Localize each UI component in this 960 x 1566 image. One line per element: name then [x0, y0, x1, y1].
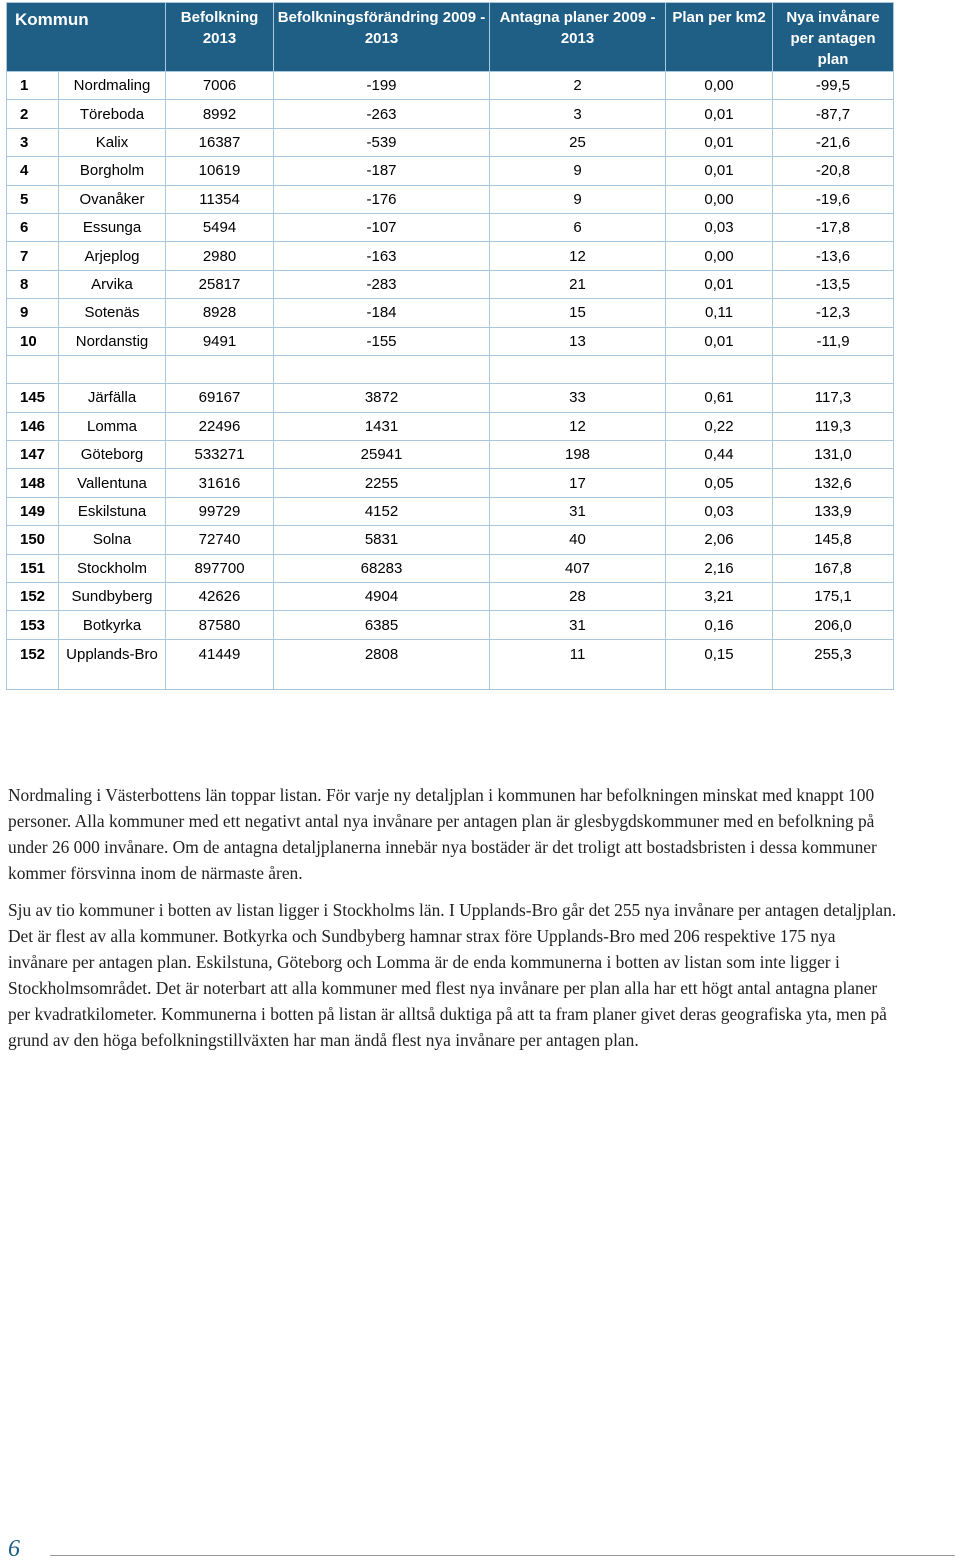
cell-change: -155 — [274, 327, 490, 355]
cell-new-per-plan: 133,9 — [773, 497, 894, 525]
cell-change: -187 — [274, 157, 490, 185]
table-row — [7, 526, 894, 554]
cell-plans: 31 — [490, 497, 666, 525]
paragraph-top-list: Nordmaling i Västerbottens län toppar listan. För varje ny detaljplan i kommunen har befolkningen minskat med knappt 100 personer. Alla kommuner med ett negativt antal nya invånare per antagen plan är glesbygdskommuner med en befolkning på under 26 000 invånare. Om de antagna detaljplanerna innebär nya bostäder är det troligt att bostadsbristen i dessa kommuner kommer försvinna inom de närmaste åren. — [8, 785, 877, 884]
cell-name: Järfälla — [59, 384, 166, 412]
municipality-table-container — [6, 2, 893, 690]
cell-new-per-plan: -13,5 — [773, 270, 894, 298]
empty-cell — [59, 355, 166, 383]
cell-plan-per-km2: 0,00 — [666, 72, 773, 100]
cell-name: Göteborg — [59, 441, 166, 469]
cell-new-per-plan: -19,6 — [773, 185, 894, 213]
cell-change: 2255 — [274, 469, 490, 497]
header-forandring: Befolkningsförändring 2009 - 2013 — [274, 3, 490, 72]
cell-plans: 15 — [490, 299, 666, 327]
table-row — [7, 412, 894, 440]
cell-new-per-plan: -12,3 — [773, 299, 894, 327]
cell-change: -107 — [274, 213, 490, 241]
cell-plan-per-km2: 0,01 — [666, 327, 773, 355]
cell-rank: 153 — [7, 611, 59, 639]
cell-plans: 12 — [490, 412, 666, 440]
table-row — [7, 72, 894, 100]
cell-plan-per-km2: 2,06 — [666, 526, 773, 554]
cell-change: -283 — [274, 270, 490, 298]
cell-plan-per-km2: 0,22 — [666, 412, 773, 440]
cell-plan-per-km2: 0,11 — [666, 299, 773, 327]
table-row — [7, 100, 894, 128]
cell-new-per-plan: 206,0 — [773, 611, 894, 639]
cell-name: Eskilstuna — [59, 497, 166, 525]
cell-rank: 6 — [7, 213, 59, 241]
cell-plan-per-km2: 2,16 — [666, 554, 773, 582]
table-row — [7, 469, 894, 497]
cell-name: Töreboda — [59, 100, 166, 128]
cell-plans: 40 — [490, 526, 666, 554]
cell-name: Nordmaling — [59, 72, 166, 100]
cell-new-per-plan: 167,8 — [773, 554, 894, 582]
table-row — [7, 639, 894, 689]
cell-rank: 149 — [7, 497, 59, 525]
cell-change: 2808 — [274, 639, 490, 689]
cell-plan-per-km2: 0,00 — [666, 242, 773, 270]
cell-rank: 9 — [7, 299, 59, 327]
cell-rank: 151 — [7, 554, 59, 582]
empty-cell — [666, 355, 773, 383]
cell-rank: 4 — [7, 157, 59, 185]
cell-population: 533271 — [166, 441, 274, 469]
cell-name: Sundbyberg — [59, 583, 166, 611]
cell-new-per-plan: -99,5 — [773, 72, 894, 100]
cell-change: 4904 — [274, 583, 490, 611]
cell-population: 99729 — [166, 497, 274, 525]
cell-rank: 147 — [7, 441, 59, 469]
cell-new-per-plan: 132,6 — [773, 469, 894, 497]
cell-population: 2980 — [166, 242, 274, 270]
cell-name: Sotenäs — [59, 299, 166, 327]
cell-population: 9491 — [166, 327, 274, 355]
table-row — [7, 128, 894, 156]
cell-plan-per-km2: 0,03 — [666, 497, 773, 525]
cell-name: Arjeplog — [59, 242, 166, 270]
cell-change: 4152 — [274, 497, 490, 525]
cell-rank: 148 — [7, 469, 59, 497]
cell-plan-per-km2: 0,00 — [666, 185, 773, 213]
cell-population: 11354 — [166, 185, 274, 213]
cell-change: 3872 — [274, 384, 490, 412]
cell-rank: 2 — [7, 100, 59, 128]
cell-name: Borgholm — [59, 157, 166, 185]
table-row — [7, 441, 894, 469]
cell-new-per-plan: 255,3 — [773, 639, 894, 689]
cell-change: -539 — [274, 128, 490, 156]
cell-name: Kalix — [59, 128, 166, 156]
cell-population: 16387 — [166, 128, 274, 156]
table-row — [7, 384, 894, 412]
empty-cell — [773, 355, 894, 383]
cell-plan-per-km2: 0,44 — [666, 441, 773, 469]
table-row — [7, 327, 894, 355]
cell-rank: 8 — [7, 270, 59, 298]
cell-plans: 407 — [490, 554, 666, 582]
cell-plan-per-km2: 0,01 — [666, 270, 773, 298]
cell-change: -199 — [274, 72, 490, 100]
table-row — [7, 185, 894, 213]
cell-new-per-plan: 175,1 — [773, 583, 894, 611]
table-row — [7, 611, 894, 639]
cell-population: 897700 — [166, 554, 274, 582]
cell-change: -176 — [274, 185, 490, 213]
cell-rank: 5 — [7, 185, 59, 213]
cell-new-per-plan: 117,3 — [773, 384, 894, 412]
cell-name: Botkyrka — [59, 611, 166, 639]
cell-new-per-plan: -11,9 — [773, 327, 894, 355]
cell-new-per-plan: 145,8 — [773, 526, 894, 554]
header-plan-km2: Plan per km2 — [666, 3, 773, 72]
cell-name: Stockholm — [59, 554, 166, 582]
table-row — [7, 270, 894, 298]
table-row — [7, 583, 894, 611]
cell-population: 87580 — [166, 611, 274, 639]
empty-cell — [7, 355, 59, 383]
cell-rank: 146 — [7, 412, 59, 440]
cell-plan-per-km2: 0,05 — [666, 469, 773, 497]
header-nya: Nya invånare per antagen plan — [773, 3, 894, 72]
cell-population: 10619 — [166, 157, 274, 185]
cell-change: 1431 — [274, 412, 490, 440]
cell-name: Nordanstig — [59, 327, 166, 355]
cell-plans: 31 — [490, 611, 666, 639]
cell-population: 41449 — [166, 639, 274, 689]
cell-plans: 11 — [490, 639, 666, 689]
cell-population: 69167 — [166, 384, 274, 412]
cell-rank: 1 — [7, 72, 59, 100]
cell-rank: 10 — [7, 327, 59, 355]
cell-change: -184 — [274, 299, 490, 327]
cell-plans: 2 — [490, 72, 666, 100]
cell-plan-per-km2: 0,03 — [666, 213, 773, 241]
cell-new-per-plan: 119,3 — [773, 412, 894, 440]
cell-plan-per-km2: 0,15 — [666, 639, 773, 689]
cell-population: 7006 — [166, 72, 274, 100]
cell-population: 8928 — [166, 299, 274, 327]
footer-divider — [50, 1555, 955, 1556]
cell-plans: 21 — [490, 270, 666, 298]
cell-population: 5494 — [166, 213, 274, 241]
cell-plans: 25 — [490, 128, 666, 156]
cell-plans: 17 — [490, 469, 666, 497]
cell-new-per-plan: 131,0 — [773, 441, 894, 469]
cell-plans: 9 — [490, 185, 666, 213]
empty-cell — [490, 355, 666, 383]
table-row — [7, 299, 894, 327]
cell-plans: 6 — [490, 213, 666, 241]
cell-rank: 152 — [7, 583, 59, 611]
table-row — [7, 213, 894, 241]
cell-plan-per-km2: 0,01 — [666, 128, 773, 156]
cell-plans: 13 — [490, 327, 666, 355]
cell-plans: 28 — [490, 583, 666, 611]
table-row — [7, 497, 894, 525]
table-gap-row — [7, 355, 894, 383]
cell-new-per-plan: -20,8 — [773, 157, 894, 185]
cell-change: 25941 — [274, 441, 490, 469]
cell-name: Upplands-Bro — [59, 639, 166, 689]
cell-plan-per-km2: 0,01 — [666, 157, 773, 185]
cell-new-per-plan: -13,6 — [773, 242, 894, 270]
cell-change: -163 — [274, 242, 490, 270]
cell-rank: 152 — [7, 639, 59, 689]
cell-population: 8992 — [166, 100, 274, 128]
empty-cell — [274, 355, 490, 383]
cell-new-per-plan: -17,8 — [773, 213, 894, 241]
header-befolkning: Befolkning 2013 — [166, 3, 274, 72]
cell-population: 42626 — [166, 583, 274, 611]
empty-cell — [166, 355, 274, 383]
cell-plan-per-km2: 0,61 — [666, 384, 773, 412]
cell-plan-per-km2: 3,21 — [666, 583, 773, 611]
paragraph-bottom-list: Sju av tio kommuner i botten av listan ligger i Stockholms län. I Upplands-Bro går det 255 nya invånare per antagen detaljplan. Det är flest av alla kommuner. Botkyrka och Sundbyberg hamnar strax före Upplands-Bro med 206 respektive 175 nya invånare per antagen plan. Eskilstuna, Göteborg och Lomma är de enda kommunerna i botten av listan som inte ligger i Stockholmsområdet. Det är noterbart att alla kommuner med flest nya invånare per plan alla har ett högt antal antagna planer per kvadratkilometer. Kommunerna i botten på listan är alltså duktiga på att ta fram planer givet deras geografiska yta, men på grund av den höga befolkningstillväxten har man ändå flest nya invånare per antagen plan. — [8, 900, 897, 1050]
cell-rank: 7 — [7, 242, 59, 270]
cell-population: 72740 — [166, 526, 274, 554]
cell-change: 5831 — [274, 526, 490, 554]
cell-name: Essunga — [59, 213, 166, 241]
cell-plans: 3 — [490, 100, 666, 128]
cell-name: Vallentuna — [59, 469, 166, 497]
cell-plans: 33 — [490, 384, 666, 412]
cell-change: 6385 — [274, 611, 490, 639]
cell-name: Arvika — [59, 270, 166, 298]
table-header-row — [7, 3, 894, 72]
cell-population: 25817 — [166, 270, 274, 298]
cell-population: 22496 — [166, 412, 274, 440]
table-row — [7, 242, 894, 270]
cell-plan-per-km2: 0,16 — [666, 611, 773, 639]
cell-new-per-plan: -21,6 — [773, 128, 894, 156]
cell-plans: 198 — [490, 441, 666, 469]
cell-rank: 145 — [7, 384, 59, 412]
table-row — [7, 554, 894, 582]
cell-change: 68283 — [274, 554, 490, 582]
cell-plans: 12 — [490, 242, 666, 270]
cell-rank: 150 — [7, 526, 59, 554]
cell-rank: 3 — [7, 128, 59, 156]
cell-name: Ovanåker — [59, 185, 166, 213]
page-number: 6 — [8, 1536, 20, 1562]
table-row — [7, 157, 894, 185]
cell-plan-per-km2: 0,01 — [666, 100, 773, 128]
cell-plans: 9 — [490, 157, 666, 185]
header-planer: Antagna planer 2009 - 2013 — [490, 3, 666, 72]
cell-population: 31616 — [166, 469, 274, 497]
municipality-table — [6, 2, 894, 690]
cell-name: Solna — [59, 526, 166, 554]
cell-name: Lomma — [59, 412, 166, 440]
cell-new-per-plan: -87,7 — [773, 100, 894, 128]
cell-change: -263 — [274, 100, 490, 128]
header-kommun: Kommun — [7, 3, 166, 72]
